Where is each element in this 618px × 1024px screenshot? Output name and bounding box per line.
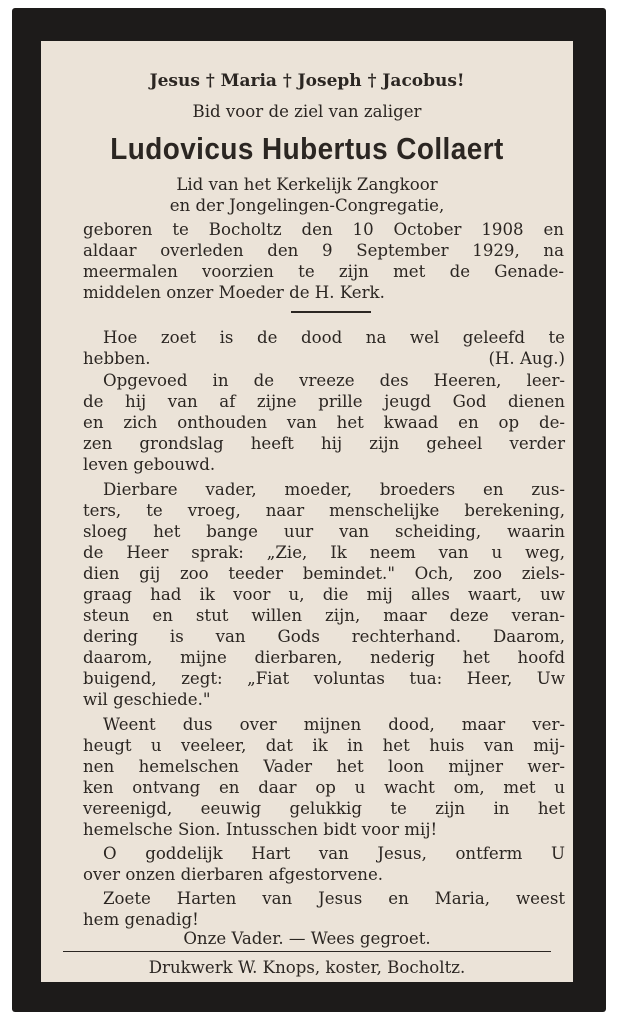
body-line: daarom, mijne dierbaren, nederig het hoofd xyxy=(83,648,565,667)
memorial-card xyxy=(12,8,606,1012)
deceased-name: Ludovicus Hubertus Collaert xyxy=(110,131,504,166)
biography-line: middelen onzer Moeder de H. Kerk. xyxy=(83,283,385,302)
body-line: steun en stut willen zijn, maar deze veran- xyxy=(83,606,565,625)
biography-line: aldaar overleden den 9 September 1929, na xyxy=(83,241,564,260)
body-line: Zoete Harten van Jesus en Maria, weest xyxy=(103,889,565,908)
body-line: dien gij zoo teeder bemindet." Och, zoo ziels- xyxy=(83,564,565,583)
body-line: Opgevoed in de vreeze des Heeren, leer- xyxy=(103,371,565,390)
body-line: O goddelijk Hart van Jesus, ontferm U xyxy=(103,844,565,863)
body-line: sloeg het bange uur van scheiding, waarin xyxy=(83,522,565,541)
body-line: en zich onthouden van het kwaad en op de- xyxy=(83,413,565,432)
body-line: Weent dus over mijnen dood, maar ver- xyxy=(103,715,565,734)
membership-line-2: en der Jongelingen-Congregatie, xyxy=(169,196,445,215)
body-line: zen grondslag heeft hij zijn geheel verder xyxy=(83,434,565,453)
closing-prayers: Onze Vader. — Wees gegroet. xyxy=(183,929,431,948)
biography-line: meermalen voorzien te zijn met de Genade- xyxy=(83,262,564,281)
body-line: ters, te vroeg, naar menschelijke berekening, xyxy=(83,501,565,520)
quote-source: (H. Aug.) xyxy=(488,349,565,368)
biography-line: geboren te Bocholtz den 10 October 1908 en xyxy=(83,220,564,239)
quote-line: Hoe zoet is de dood na wel geleefd te xyxy=(103,328,565,347)
body-line: nen hemelschen Vader het loon mijner wer- xyxy=(83,757,565,776)
invocation: Jesus † Maria † Joseph † Jacobus! xyxy=(149,71,465,91)
prayer-request: Bid voor de ziel van zaliger xyxy=(192,102,422,121)
body-line: over onzen dierbaren afgestorvene. xyxy=(83,865,384,884)
printer-credit: Drukwerk W. Knops, koster, Bocholtz. xyxy=(148,958,466,977)
body-line: de Heer sprak: „Zie, Ik neem van u weg, xyxy=(83,543,565,562)
body-line: graag had ik voor u, die mij alles waart, uw xyxy=(83,585,565,604)
body-line: heugt u veeleer, dat ik in het huis van mij- xyxy=(83,736,565,755)
body-line: de hij van af zijne prille jeugd God dienen xyxy=(83,392,565,411)
body-line: dering is van Gods rechterhand. Daarom, xyxy=(83,627,565,646)
footer-rule xyxy=(63,951,551,952)
body-line: buigend, zegt: „Fiat voluntas tua: Heer, Uw xyxy=(83,669,565,688)
body-line: Dierbare vader, moeder, broeders en zus- xyxy=(103,480,565,499)
body-line: hem genadig! xyxy=(83,910,199,929)
body-line: hemelsche Sion. Intusschen bidt voor mij! xyxy=(83,820,438,839)
quote-line: hebben. xyxy=(83,349,151,368)
card-paper xyxy=(41,41,573,982)
body-line: ken ontvang en daar op u wacht om, met u xyxy=(83,778,565,797)
membership-line-1: Lid van het Kerkelijk Zangkoor xyxy=(176,175,438,194)
section-divider xyxy=(291,311,371,313)
body-line: wil geschiede." xyxy=(83,690,211,709)
body-line: vereenigd, eeuwig gelukkig te zijn in het xyxy=(83,799,565,818)
body-line: leven gebouwd. xyxy=(83,455,216,474)
